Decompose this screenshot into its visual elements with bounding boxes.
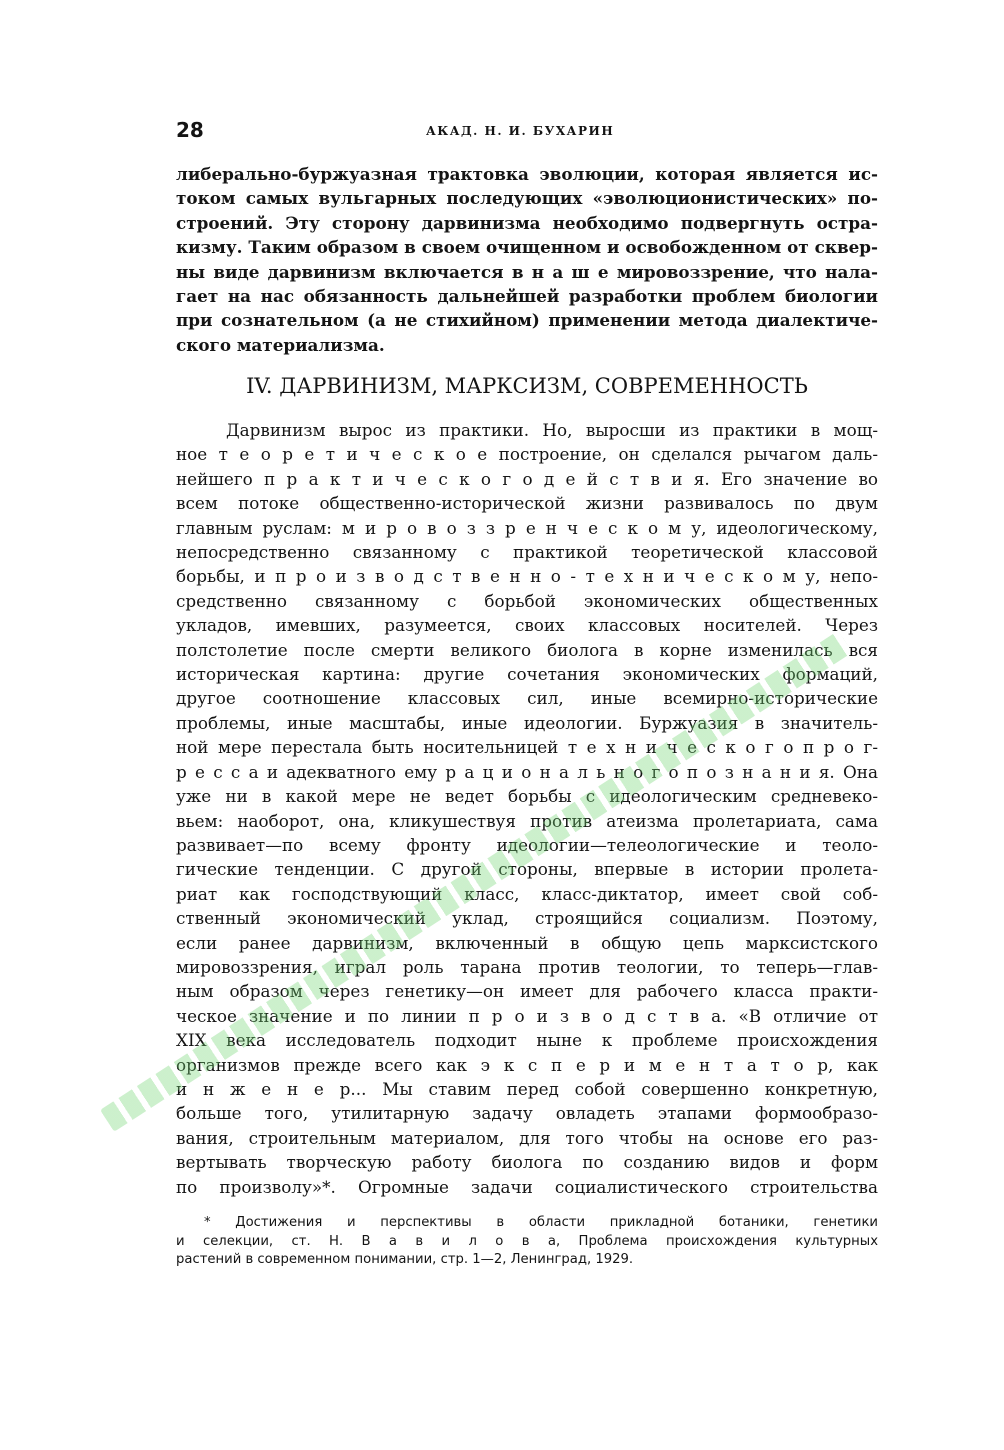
text-line: борьбы, и п р о и з в о д с т в е н н о - т е х н и ч е с к о м у, непо- [176,566,878,587]
text-line: строений. Эту сторону дарвинизма необходимо подвергнуть остра- [176,212,878,233]
footnote-line: * Достижения и перспективы в области прикладной ботаники, генетики [204,1215,878,1230]
text-line: историческая картина: другие сочетания экономических формаций, [176,664,878,685]
text-line: Дарвинизм вырос из практики. Но, выросши из практики в мощ- [226,420,878,440]
text-line: средственно связанному с борьбой экономических общественных [176,590,878,611]
text-line: мировоззрения, играл роль тарана против теологии, то теперь—глав- [176,956,878,977]
text-line: ческое значение и по линии п р о и з в о д с т в а. «В отличие от [176,1005,878,1026]
text-line: организмов прежде всего как э к с п е р и м е н т а т о р, как [176,1054,878,1075]
running-head: АКАД. Н. И. БУХАРИН [426,124,615,138]
text-line: током самых вульгарных последующих «эволюционистических» по- [176,188,878,209]
text-line: по произволу»*. Огромные задачи социалистического строительства [176,1176,878,1197]
footnote-line: и селекции, ст. Н. В а в и л о в а, Проблема происхождения культурных [176,1233,878,1249]
page-header [176,118,876,148]
text-line: вания, строительным материалом, для того чтобы на основе его раз- [176,1127,878,1148]
text-line: главным руслам: м и р о в о з з р е н ч е с к о м у, идеологическому, [176,517,878,538]
text-line: развивает—по всему фронту идеологии—телеологические и теоло- [176,834,878,855]
text-line: при сознательном (а не стихийном) применении метода диалектиче- [176,310,878,331]
page-number: 28 [176,118,204,142]
text-line: гает на нас обязанность дальнейшей разработки проблем биологии [176,286,878,307]
text-line: ным образом через генетику—он имеет для рабочего класса практи- [176,981,878,1002]
text-line: гические тенденции. С другой стороны, впервые в истории пролета- [176,859,878,880]
text-line: уже ни в какой мере не ведет борьбы с идеологическим средневеко- [176,786,878,807]
text-line: и н ж е н е р... Мы ставим перед собой совершенно конкретную, [176,1078,878,1099]
text-line: укладов, имевших, разумеется, своих классовых носителей. Через [176,615,878,636]
text-line: другое соотношение классовых сил, иные всемирно-исторические [176,688,878,709]
footnote-line: растений в современном понимании, стр. 1—2, Ленинград, 1929. [176,1252,634,1267]
text-line: ное т е о р е т и ч е с к о е построение, он сделался рычагом даль- [176,444,878,465]
main-paragraph [176,418,878,1199]
text-line: ственный экономический уклад, строящийся социализм. Поэтому, [176,908,878,929]
text-line: больше того, утилитарную задачу овладеть этапами формообразо- [176,1103,878,1124]
text-line: ского материализма. [176,334,385,355]
text-line: вьем: наоборот, она, кликушествуя против атеизма пролетариата, сама [176,810,878,831]
text-line: нейшего п р а к т и ч е с к о г о д е й с т в и я. Его значение во [176,468,878,489]
text-line: непосредственно связанному с практикой теоретической классовой [176,542,878,563]
text-line: если ранее дарвинизм, включенный в общую цепь марксистского [176,932,878,953]
text-line: XIX века исследователь подходит ныне к проблеме происхождения [176,1030,878,1051]
text-line: ны виде дарвинизм включается в н а ш е мировоззрение, что нала- [176,261,878,282]
text-line: кизму. Таким образом в своем очищенном и освобожденном от сквер- [176,237,878,258]
text-line: полстолетие после смерти великого биолога в корне изменилась вся [176,639,878,660]
text-line: либерально-буржуазная трактовка эволюции, которая является ис- [176,164,878,184]
intro-paragraph [176,162,878,357]
text-line: вертывать творческую работу биолога по созданию видов и форм [176,1152,878,1173]
text-line: ной мере перестала быть носительницей т е х н и ч е с к о г о п р о г- [176,737,878,758]
text-line: р е с с а и адекватного ему р а ц и о н а л ь н о г о п о з н а н и я. Она [176,761,878,782]
text-line: риат как господствующий класс, класс-диктатор, имеет свой соб- [176,883,878,904]
text-line: всем потоке общественно-исторической жизни развивалось по двум [176,493,878,514]
section-heading: IV. ДАРВИНИЗМ, МАРКСИЗМ, СОВРЕМЕННОСТЬ [246,374,808,398]
text-line: проблемы, иные масштабы, иные идеологии. Буржуазия в значитель- [176,712,878,733]
footnote [176,1214,878,1270]
